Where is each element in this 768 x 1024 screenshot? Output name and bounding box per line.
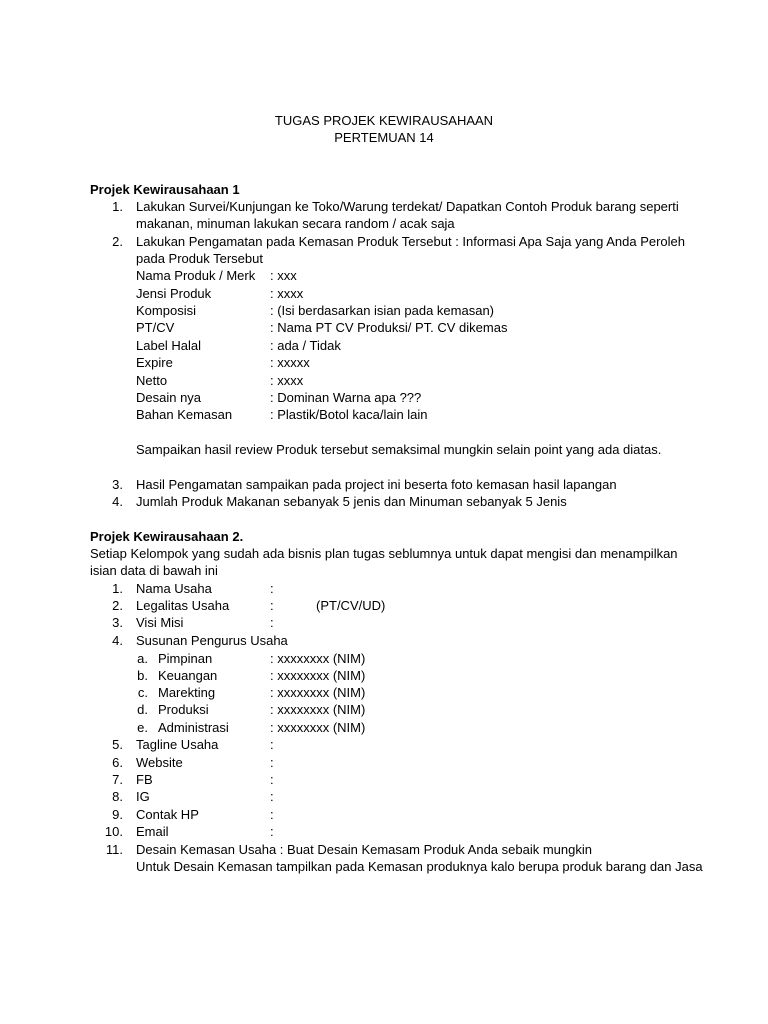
sublist-label: Keuangan xyxy=(158,668,218,683)
list-number: 8. xyxy=(112,789,123,804)
list-number: 4. xyxy=(112,633,123,648)
field-label: PT/CV xyxy=(136,320,175,335)
field-value: : Plastik/Botol kaca/lain lain xyxy=(270,407,428,422)
list-number: 1. xyxy=(112,581,123,596)
field-value: : Dominan Warna apa ??? xyxy=(270,390,422,405)
list-label: Contak HP xyxy=(136,807,199,822)
project2-heading: Projek Kewirausahaan 2. xyxy=(90,529,244,544)
project1-item2-text-cont: pada Produk Tersebut xyxy=(136,251,263,266)
project1-item2-number: 2. xyxy=(112,234,123,249)
list-label: Website xyxy=(136,755,183,770)
project1-item4-number: 4. xyxy=(112,494,123,509)
field-value: : xxxxx xyxy=(270,355,310,370)
list-label: FB xyxy=(136,772,153,787)
project1-heading: Projek Kewirausahaan 1 xyxy=(90,182,240,197)
list-colon: : xyxy=(270,598,274,613)
project1-item4-text: Jumlah Produk Makanan sebanyak 5 jenis dan Minuman sebanyak 5 Jenis xyxy=(136,494,567,509)
sublist-label: Marekting xyxy=(158,685,216,700)
field-value: : (Isi berdasarkan isian pada kemasan) xyxy=(270,303,495,318)
list-value: (PT/CV/UD) xyxy=(316,598,386,613)
field-label: Komposisi xyxy=(136,303,196,318)
field-value: : ada / Tidak xyxy=(270,338,341,353)
project1-item3-number: 3. xyxy=(112,477,123,492)
list-number: 2. xyxy=(112,598,123,613)
sublist-letter: c. xyxy=(137,685,148,700)
list-number: 10. xyxy=(104,824,123,839)
sublist-label: Pimpinan xyxy=(158,651,213,666)
project2-intro: Setiap Kelompok yang sudah ada bisnis plan tugas seblumnya untuk dapat mengisi dan menampilkan xyxy=(90,546,678,561)
list-colon: : xyxy=(270,755,274,770)
field-value: : Nama PT CV Produksi/ PT. CV dikemas xyxy=(270,320,508,335)
list-colon: : xyxy=(270,615,274,630)
field-label: Nama Produk / Merk xyxy=(136,268,256,283)
sublist-letter: e. xyxy=(137,720,148,735)
list-colon: : xyxy=(270,824,274,839)
list-number: 6. xyxy=(112,755,123,770)
list-colon: : xyxy=(270,737,274,752)
project2-intro-cont: isian data di bawah ini xyxy=(90,563,218,578)
field-label: Bahan Kemasan xyxy=(136,407,233,422)
review-note: Sampaikan hasil review Produk tersebut semaksimal mungkin selain point yang ada diatas. xyxy=(136,442,662,457)
list-label: Visi Misi xyxy=(136,615,184,630)
sublist-value: : xxxxxxxx (NIM) xyxy=(270,720,366,735)
field-label: Jensi Produk xyxy=(136,286,212,301)
list-label: Nama Usaha xyxy=(136,581,212,596)
list-number: 9. xyxy=(112,807,123,822)
list-label: Legalitas Usaha xyxy=(136,598,230,613)
sublist-letter: d. xyxy=(137,702,148,717)
field-value: : xxxx xyxy=(270,373,304,388)
sublist-value: : xxxxxxxx (NIM) xyxy=(270,668,366,683)
field-label: Expire xyxy=(136,355,173,370)
field-value: : xxxx xyxy=(270,286,304,301)
list-label: IG xyxy=(136,789,150,804)
sublist-letter: b. xyxy=(137,668,148,683)
sublist-label: Administrasi xyxy=(158,720,229,735)
field-label: Label Halal xyxy=(136,338,202,353)
list-colon: : xyxy=(270,789,274,804)
sublist-value: : xxxxxxxx (NIM) xyxy=(270,651,366,666)
field-value: : xxx xyxy=(270,268,297,283)
field-label: Netto xyxy=(136,373,168,388)
project1-item2-text: Lakukan Pengamatan pada Kemasan Produk Tersebut : Informasi Apa Saja yang Anda Peroleh xyxy=(136,234,686,249)
project1-item1-text: Lakukan Survei/Kunjungan ke Toko/Warung terdekat/ Dapatkan Contoh Produk barang seperti xyxy=(136,199,679,214)
project1-item1-text-cont: makanan, minuman lakukan secara random / acak saja xyxy=(136,216,455,231)
list-label: Tagline Usaha xyxy=(136,737,219,752)
list-colon: : xyxy=(270,772,274,787)
list-colon: : xyxy=(270,581,274,596)
sublist-value: : xxxxxxxx (NIM) xyxy=(270,685,366,700)
list-number: 11. xyxy=(105,842,123,857)
sublist-value: : xxxxxxxx (NIM) xyxy=(270,702,366,717)
list-number: 5. xyxy=(112,737,123,752)
item11-text-cont: Untuk Desain Kemasan tampilkan pada Kemasan produknya kalo berupa produk barang dan Jasa xyxy=(136,859,703,874)
document-subtitle: PERTEMUAN 14 xyxy=(334,130,434,145)
project1-item1-number: 1. xyxy=(112,199,123,214)
sublist-letter: a. xyxy=(137,651,148,666)
item11-text: Desain Kemasan Usaha : Buat Desain Kemasam Produk Anda sebaik mungkin xyxy=(136,842,592,857)
field-label: Desain nya xyxy=(136,390,202,405)
document-title: TUGAS PROJEK KEWIRAUSAHAAN xyxy=(274,113,494,128)
sublist-label: Produksi xyxy=(158,702,209,717)
list-number: 7. xyxy=(112,772,123,787)
project1-item3-text: Hasil Pengamatan sampaikan pada project ini beserta foto kemasan hasil lapangan xyxy=(136,477,617,492)
list-number: 3. xyxy=(112,615,123,630)
list-label: Susunan Pengurus Usaha xyxy=(136,633,288,648)
list-label: Email xyxy=(136,824,169,839)
list-colon: : xyxy=(270,807,274,822)
